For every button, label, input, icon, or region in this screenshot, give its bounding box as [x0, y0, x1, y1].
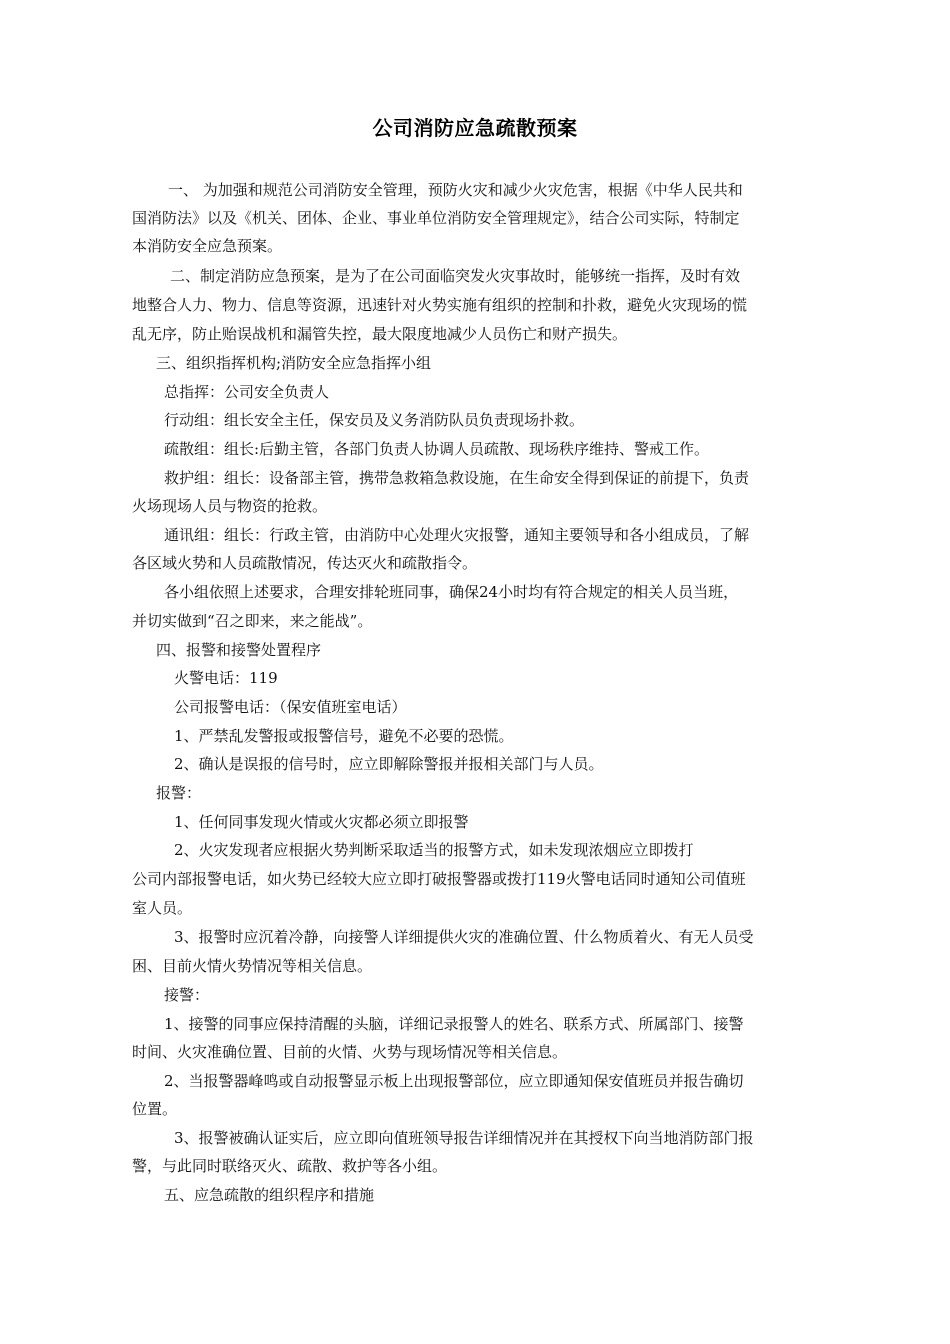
- paragraph-line: 火警电话：119: [174, 669, 278, 687]
- paragraph-line: 位置。: [132, 1100, 178, 1118]
- document-title: 公司消防应急疏散预案: [372, 116, 578, 140]
- subsection-heading: 报警：: [156, 784, 202, 802]
- paragraph-line: 救护组：组长：设备部主管，携带急救箱急救设施，在生命安全得到保证的前提下，负责: [164, 469, 750, 487]
- section-heading: 五、应急疏散的组织程序和措施: [164, 1186, 375, 1204]
- paragraph-line: 1、严禁乱发警报或报警信号，避免不必要的恐慌。: [174, 727, 514, 745]
- paragraph-line: 行动组：组长安全主任，保安员及义务消防队员负责现场扑救。: [164, 411, 585, 429]
- paragraph-line: 地整合人力、物力、信息等资源，迅速针对火势实施有组织的控制和扑救，避免火灾现场的慌: [132, 296, 748, 314]
- paragraph-line: 公司内部报警电话，如火势已经较大应立即打破报警器或拨打119火警电话同时通知公司值班: [132, 870, 746, 888]
- paragraph-line: 室人员。: [132, 899, 193, 917]
- paragraph-line: 困、目前火情火势情况等相关信息。: [132, 957, 373, 975]
- paragraph-line: 二、制定消防应急预案，是为了在公司面临突发火灾事故时，能够统一指挥，及时有效: [170, 267, 741, 285]
- paragraph-line: 2、火灾发现者应根据火势判断采取适当的报警方式，如未发现浓烟应立即拨打: [174, 841, 694, 859]
- paragraph-line: 各区域火势和人员疏散情况，传达灭火和疏散指令。: [132, 554, 478, 572]
- section-heading: 三、组织指挥机构;消防安全应急指挥小组: [156, 354, 432, 372]
- paragraph-line: 2、确认是误报的信号时，应立即解除警报并报相关部门与人员。: [174, 755, 604, 773]
- paragraph-line: 3、报警时应沉着冷静，向接警人详细提供火灾的准确位置、什么物质着火、有无人员受: [174, 928, 754, 946]
- paragraph-line: 本消防安全应急预案。: [132, 237, 283, 255]
- paragraph-line: 国消防法》以及《机关、团体、企业、事业单位消防安全管理规定》，结合公司实际，特制定: [132, 209, 740, 227]
- paragraph-line: 通讯组：组长：行政主管，由消防中心处理火灾报警，通知主要领导和各小组成员，了解: [164, 526, 750, 544]
- paragraph-line: 2、当报警器峰鸣或自动报警显示板上出现报警部位，应立即通知保安值班员并报告确切: [164, 1072, 744, 1090]
- paragraph-line: 总指挥：公司安全负责人: [164, 383, 330, 401]
- paragraph-line: 时间、火灾准确位置、目前的火情、火势与现场情况等相关信息。: [132, 1043, 568, 1061]
- subsection-heading: 接警：: [164, 986, 210, 1004]
- paragraph-line: 乱无序，防止贻误战机和漏管失控，最大限度地减少人员伤亡和财产损失。: [132, 325, 628, 343]
- section-heading: 四、报警和接警处置程序: [156, 641, 322, 659]
- paragraph-line: 公司报警电话：（保安值班室电话）: [174, 698, 407, 716]
- paragraph-line: 1、任何同事发现火情或火灾都必须立即报警: [174, 813, 469, 831]
- paragraph-line: 1、接警的同事应保持清醒的头脑，详细记录报警人的姓名、联系方式、所属部门、接警: [164, 1015, 744, 1033]
- paragraph-line: 警，与此同时联络灭火、疏散、救护等各小组。: [132, 1157, 448, 1175]
- paragraph-line: 各小组依照上述要求，合理安排轮班同事，确保24小时均有符合规定的相关人员当班，: [164, 583, 739, 601]
- paragraph-line: 一、 为加强和规范公司消防安全管理，预防火灾和减少火灾危害，根据《中华人民共和: [168, 181, 743, 199]
- paragraph-line: 火场现场人员与物资的抢救。: [132, 497, 328, 515]
- paragraph-line: 疏散组：组长:后勤主管，各部门负责人协调人员疏散、现场秩序维持、警戒工作。: [164, 440, 710, 458]
- paragraph-line: 3、报警被确认证实后，应立即向值班领导报告详细情况并在其授权下向当地消防部门报: [174, 1129, 754, 1147]
- paragraph-line: 并切实做到“召之即来，来之能战”。: [132, 612, 373, 630]
